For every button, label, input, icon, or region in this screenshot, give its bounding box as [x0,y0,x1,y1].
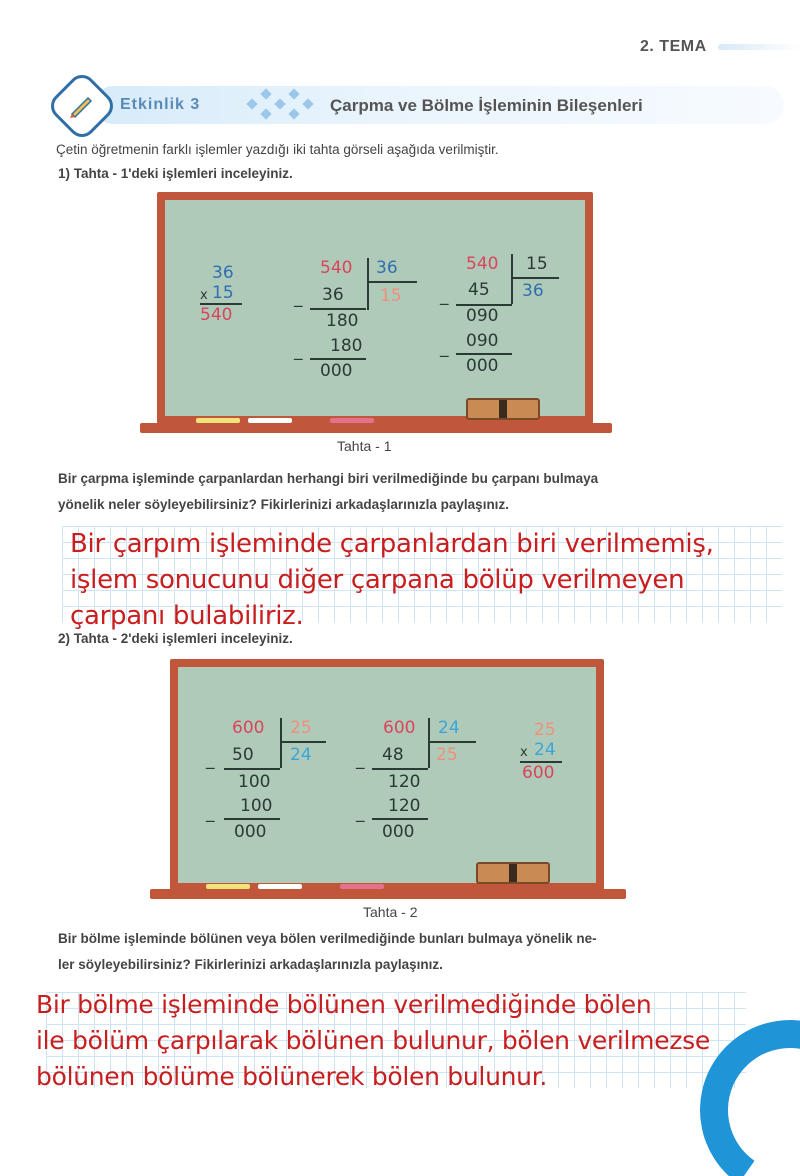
division-divisor-line [367,281,417,283]
division-line [456,353,512,355]
answer-line: işlem sonucunu diğer çarpana bölüp verilmeyen [70,565,685,595]
eraser [476,862,550,884]
mult-operator: x [520,745,528,760]
division-subtrahend: 50 [232,745,254,765]
division-dividend: 540 [466,254,499,274]
division-subtrahend-2: 120 [388,796,421,816]
activity-title: Çarpma ve Bölme İşleminin Bileşenleri [330,96,643,115]
division-remainder-1: 180 [326,311,359,331]
board-2-caption: Tahta - 2 [363,904,418,920]
yellow-chalk [196,418,240,423]
minus-sign: _ [294,288,303,308]
division-quotient: 15 [380,286,402,306]
mult-factor-b: 15 [212,283,234,303]
mult-factor-a: 25 [534,720,556,740]
division-subtrahend: 48 [382,745,404,765]
division-line [224,768,280,770]
division-dividend: 540 [320,258,353,278]
division-bar [280,718,282,768]
white-chalk [258,884,302,889]
mult-operator: x [200,288,208,303]
answer-line: bölünen bölüme bölünerek bölen bulunur. [36,1062,548,1091]
division-divisor: 36 [376,258,398,278]
division-remainder-1: 120 [388,772,421,792]
eraser [466,398,540,420]
minus-sign: _ [440,286,449,306]
prompt-line: Bir çarpma işleminde çarpanlardan herhangi biri verilmediğinde bu çarpanı bulmaya [58,471,599,486]
division-divisor-line [280,741,326,743]
intro-text: Çetin öğretmenin farklı işlemler yazdığı iki tahta görseli aşağıda verilmiştir. [56,142,499,157]
division-bar [428,718,430,768]
division-dividend: 600 [383,718,416,738]
theme-label: 2. TEMA [640,38,707,55]
division-line [310,358,366,360]
question-1: 1) Tahta - 1'deki işlemleri inceleyiniz. [58,166,293,181]
division-line [224,818,280,820]
division-divisor-line [428,741,476,743]
minus-sign: _ [206,750,215,770]
division-divisor: 25 [290,718,312,738]
prompt-line: yönelik neler söyleyebilirsiniz? Fikirlerinizi arkadaşlarınızla paylaşınız. [58,497,509,512]
division-subtrahend: 36 [322,285,344,305]
pink-chalk [340,884,384,889]
prompt-line: ler söyleyebilirsiniz? Fikirlerinizi arkadaşlarınızla paylaşınız. [58,957,443,972]
division-remainder-1: 100 [238,772,271,792]
minus-sign: _ [356,803,365,823]
decorative-diamonds-icon [238,80,328,130]
division-quotient: 25 [436,745,458,765]
division-remainder-1: 090 [466,306,499,326]
mult-result: 540 [200,305,233,325]
division-line [372,818,428,820]
answer-line: ile bölüm çarpılarak bölünen bulunur, bölen verilmezse [36,1026,710,1055]
board-1-caption: Tahta - 1 [337,438,392,454]
division-subtrahend-2: 180 [330,336,363,356]
division-bar [367,258,369,310]
minus-sign: _ [440,338,449,358]
answer-line: çarpanı bulabiliriz. [70,601,304,631]
division-quotient: 36 [522,281,544,301]
division-divisor: 24 [438,718,460,738]
division-line [372,768,428,770]
mult-result: 600 [522,763,555,783]
division-remainder-2: 000 [466,356,499,376]
mult-factor-a: 36 [212,263,234,283]
minus-sign: _ [294,341,303,361]
chalk-ledge-2 [150,889,626,899]
division-quotient: 24 [290,745,312,765]
pencil-icon [66,90,98,122]
division-subtrahend-2: 100 [240,796,273,816]
minus-sign: _ [206,803,215,823]
mult-factor-b: 24 [534,740,556,760]
division-divisor-line [511,277,559,279]
prompt-line: Bir bölme işleminde bölünen veya bölen verilmediğinde bunları bulmaya yönelik ne- [58,931,597,946]
theme-underline [718,44,800,50]
minus-sign: _ [356,750,365,770]
division-dividend: 600 [232,718,265,738]
division-remainder-2: 000 [234,822,267,842]
division-remainder-2: 000 [382,822,415,842]
division-remainder-2: 000 [320,361,353,381]
answer-line: Bir bölme işleminde bölünen verilmediğinde bölen [36,990,652,1019]
pink-chalk [330,418,374,423]
yellow-chalk [206,884,250,889]
division-line [310,308,366,310]
question-2: 2) Tahta - 2'deki işlemleri inceleyiniz. [58,631,293,646]
division-bar [511,254,513,304]
activity-label: Etkinlik 3 [120,96,201,113]
answer-line: Bir çarpım işleminde çarpanlardan biri verilmemiş, [70,529,714,559]
division-divisor: 15 [526,254,548,274]
division-subtrahend: 45 [468,280,490,300]
chalk-ledge-1 [140,423,612,433]
white-chalk [248,418,292,423]
division-subtrahend-2: 090 [466,331,499,351]
